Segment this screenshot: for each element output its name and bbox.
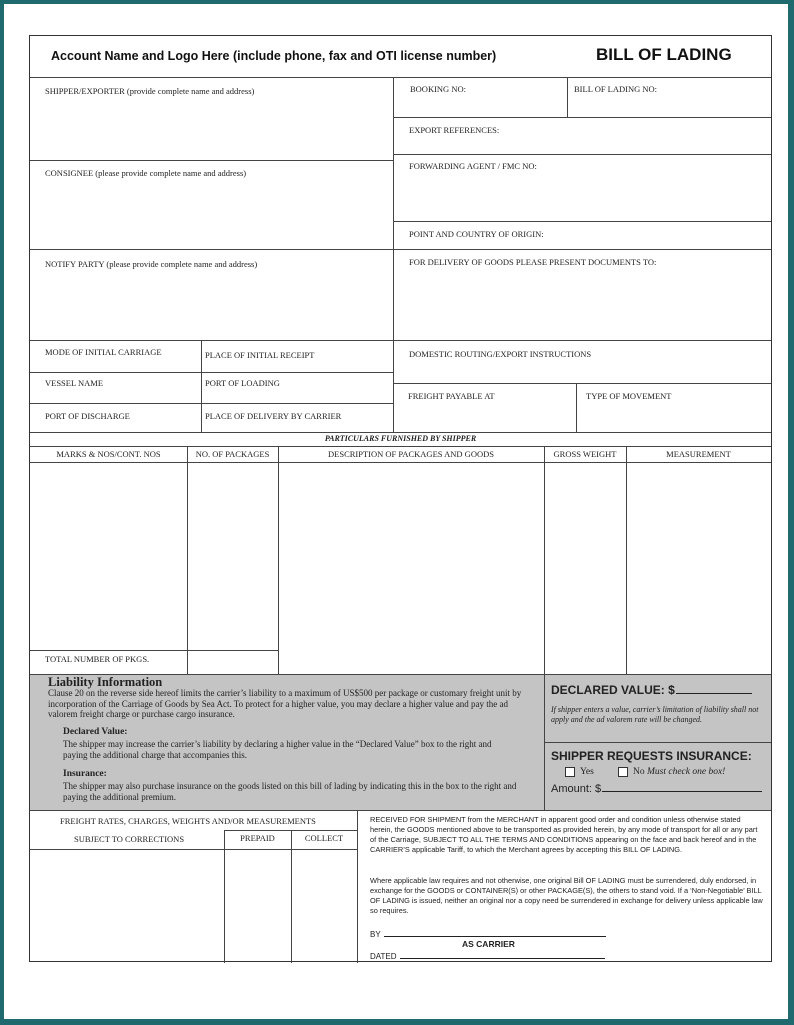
collect-header: COLLECT [304,833,344,843]
by-input[interactable] [384,928,606,937]
insurance-yes[interactable]: Yes [565,767,594,777]
insurance-no[interactable]: No Must check one box! [618,767,725,777]
insurance-title: Insurance: [63,769,107,779]
port-loading-field[interactable]: PORT OF LOADING [205,378,280,388]
yes-checkbox[interactable] [565,767,575,777]
forwarding-agent-field[interactable]: FORWARDING AGENT / FMC NO: [409,161,537,171]
place-receipt-field[interactable]: PLACE OF INITIAL RECEIPT [205,350,315,360]
notify-party-field[interactable]: NOTIFY PARTY (please provide complete name and address) [45,259,258,269]
particulars-title: PARTICULARS FURNISHED BY SHIPPER [324,434,477,443]
freight-payable-field[interactable]: FREIGHT PAYABLE AT [408,391,495,401]
insurance-text: The shipper may also purchase insurance on the goods listed on this bill of lading by indicating this in the box to the right and paying the additional premium. [63,781,517,802]
no-checkbox[interactable] [618,767,628,777]
point-origin-field[interactable]: POINT AND COUNTRY OF ORIGIN: [409,229,544,239]
col-description: DESCRIPTION OF PACKAGES AND GOODS [328,449,494,459]
applicable-law-terms: Where applicable law requires and not otherwise, one original Bill OF LADING must be surrendered, duly endorsed, in exchange for the GOODS or CONTAINER(S) or other PACKAGE(S), the others to stand void. If a ‘Non-Negotiable’ BILL OF LADING is issued, neither an original nor a copy need be surrendered in exchange for delivery unless applicable law so requires. [370,876,763,915]
prepaid-header: PREPAID [240,833,275,843]
declared-value-input[interactable] [676,683,752,694]
col-measurement: MEASUREMENT [666,449,731,459]
total-pkgs-field[interactable]: TOTAL NUMBER OF PKGS. [45,654,150,664]
freight-title: FREIGHT RATES, CHARGES, WEIGHTS AND/OR MEASUREMENTS [60,816,316,826]
account-header: Account Name and Logo Here (include phone, fax and OTI license number) [51,49,497,63]
shipper-field[interactable]: SHIPPER/EXPORTER (provide complete name and address) [45,86,255,96]
declared-value-label: DECLARED VALUE: $ [551,683,752,697]
vessel-name-field[interactable]: VESSEL NAME [45,378,104,388]
col-packages: NO. OF PACKAGES [195,449,270,459]
export-references-field[interactable]: EXPORT REFERENCES: [409,125,500,135]
domestic-routing-field[interactable]: DOMESTIC ROUTING/EXPORT INSTRUCTIONS [409,349,592,359]
document-title: BILL OF LADING [596,45,732,64]
subject-corrections: SUBJECT TO CORRECTIONS [74,834,185,844]
declared-value-text: The shipper may increase the carrier’s liability by declaring a higher value in the “Declared Value” box to the right and paying the additional charge that accompanies this. [63,739,492,760]
as-carrier-label: AS CARRIER [462,939,515,949]
place-delivery-field[interactable]: PLACE OF DELIVERY BY CARRIER [205,411,342,421]
mode-initial-carriage-field[interactable]: MODE OF INITIAL CARRIAGE [45,347,162,357]
col-gross-weight: GROSS WEIGHT [553,449,617,459]
delivery-docs-field[interactable]: FOR DELIVERY OF GOODS PLEASE PRESENT DOCUMENTS TO: [409,257,657,267]
type-movement-field[interactable]: TYPE OF MOVEMENT [586,391,672,401]
booking-no-field[interactable]: BOOKING NO: [410,84,466,94]
amount-input[interactable] [602,782,762,792]
received-terms: RECEIVED FOR SHIPMENT from the MERCHANT in apparent good order and condition unless otherwise stated herein, the GOODS mentioned above to be transported as provided herein, by any mode of transport for all or any part of the Carriage, SUBJECT TO ALL THE TERMS AND CONDITIONS appearing on the face and back hereof and in the CARRIER’S applicable Tariff, to which the Merchant agrees by accepting this BILL OF LADING. [370,815,758,854]
must-check-note: Must check one box! [647,767,726,778]
insurance-request-label: SHIPPER REQUESTS INSURANCE: [551,749,752,763]
amount-label: Amount: $ [551,782,762,795]
dated-input[interactable] [400,950,605,959]
by-label: BY [370,928,606,939]
dated-label: DATED [370,950,605,961]
liability-title: Liability Information [48,675,163,689]
bill-of-lading-form [29,35,772,962]
bol-no-field[interactable]: BILL OF LADING NO: [574,84,658,94]
declared-value-note: If shipper enters a value, carrier’s limitation of liability shall not apply and the ad valorem rate will be changed. [551,705,759,724]
col-marks: MARKS & NOS/CONT. NOS [56,449,161,459]
declared-value-title: Declared Value: [63,727,128,737]
page [4,4,788,1019]
consignee-field[interactable]: CONSIGNEE (please provide complete name and address) [45,168,247,178]
port-discharge-field[interactable]: PORT OF DISCHARGE [45,411,130,421]
liability-text: Clause 20 on the reverse side hereof limits the carrier’s liability to a maximum of US$500 per package or customary freight unit by incorporation of the Carriage of Goods by Sea Act. To protect for a higher value, you may declare a higher value and pay the ad valorem freight charge or purchase cargo insurance. [48,688,522,719]
